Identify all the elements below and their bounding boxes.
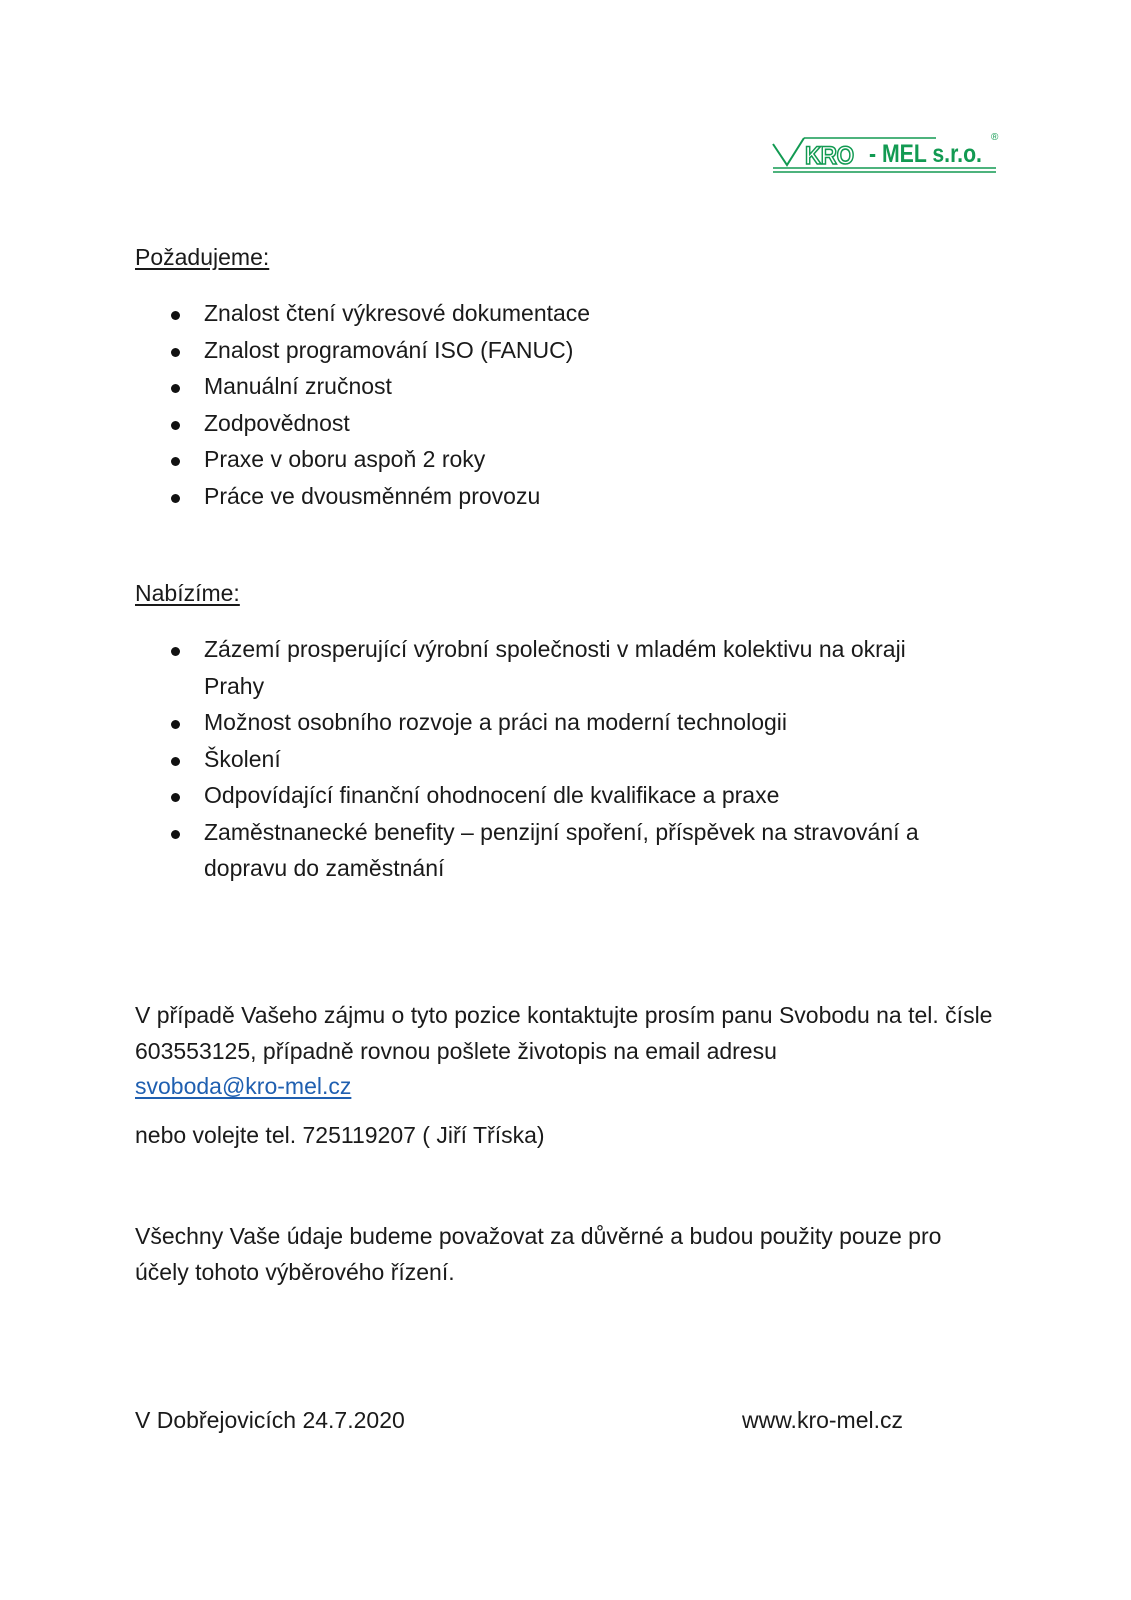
- bullet-icon: [171, 720, 180, 729]
- list-item: [135, 777, 965, 814]
- bullet-icon: [171, 384, 180, 393]
- list-item: [135, 368, 1005, 405]
- offers-list: [135, 631, 965, 887]
- bullet-icon: [171, 311, 180, 320]
- list-item-text: Školení: [204, 745, 281, 772]
- list-item: [135, 332, 1005, 369]
- logo-mel-text: - MEL s.r.o.: [869, 140, 982, 168]
- offers-heading: Nabízíme:: [135, 580, 240, 606]
- list-item: [135, 631, 965, 704]
- list-item: [135, 478, 1005, 515]
- requirements-heading: Požadujeme:: [135, 244, 270, 270]
- website-text: www.kro-mel.cz: [742, 1407, 904, 1433]
- bullet-icon: [171, 793, 180, 802]
- list-item: [135, 704, 965, 741]
- bullet-icon: [171, 830, 180, 839]
- list-item: [135, 441, 1005, 478]
- list-item-text: Zaměstnanecké benefity – penzijní spoření, příspěvek na stravování a dopravu do zaměstnání: [204, 818, 919, 881]
- email-link[interactable]: svoboda@kro-mel.cz: [135, 1073, 352, 1099]
- list-item-text: Zázemí prosperující výrobní společnosti v mladém kolektivu na okraji Prahy: [204, 636, 906, 699]
- bullet-icon: [171, 494, 180, 503]
- list-item-text: Znalost čtení výkresové dokumentace: [204, 300, 591, 326]
- list-item-text: Práce ve dvousměnném provozu: [204, 482, 541, 509]
- list-item-text: Odpovídající finanční ohodnocení dle kvalifikace a praxe: [204, 782, 780, 808]
- list-item: [135, 295, 1005, 332]
- list-item: [135, 741, 965, 778]
- logo-kro-text: KRO: [805, 142, 854, 170]
- place-date: V Dobřejovicích 24.7.2020: [135, 1407, 405, 1433]
- logo-registered-mark: ®: [991, 132, 999, 143]
- bullet-icon: [171, 348, 180, 357]
- bullet-icon: [171, 457, 180, 466]
- bullet-icon: [171, 757, 180, 766]
- company-logo: [771, 128, 1001, 180]
- list-item-text: Praxe v oboru aspoň 2 roky: [204, 446, 486, 472]
- contact-text: V případě Vašeho zájmu o tyto pozice kontaktujte prosím panu Svobodu na tel. čísle 603553125, případně rovnou pošlete životopis na email adresu: [135, 1002, 993, 1064]
- bullet-icon: [171, 647, 180, 656]
- list-item: [135, 405, 1005, 442]
- requirements-list: [135, 295, 1005, 514]
- list-item-text: Znalost programování ISO (FANUC): [204, 336, 574, 363]
- list-item: [135, 814, 965, 887]
- list-item-text: Možnost osobního rozvoje a práci na moderní technologii: [204, 709, 788, 735]
- privacy-paragraph: Všechny Vaše údaje budeme považovat za důvěrné a budou použity pouze pro účely tohoto výběrového řízení.: [135, 1223, 942, 1285]
- bullet-icon: [171, 421, 180, 430]
- list-item-text: Zodpovědnost: [204, 409, 350, 436]
- alt-phone-text: nebo volejte tel. 725119207 ( Jiří Tříska): [135, 1122, 545, 1148]
- list-item-text: Manuální zručnost: [204, 373, 392, 399]
- contact-paragraph: [135, 998, 995, 1105]
